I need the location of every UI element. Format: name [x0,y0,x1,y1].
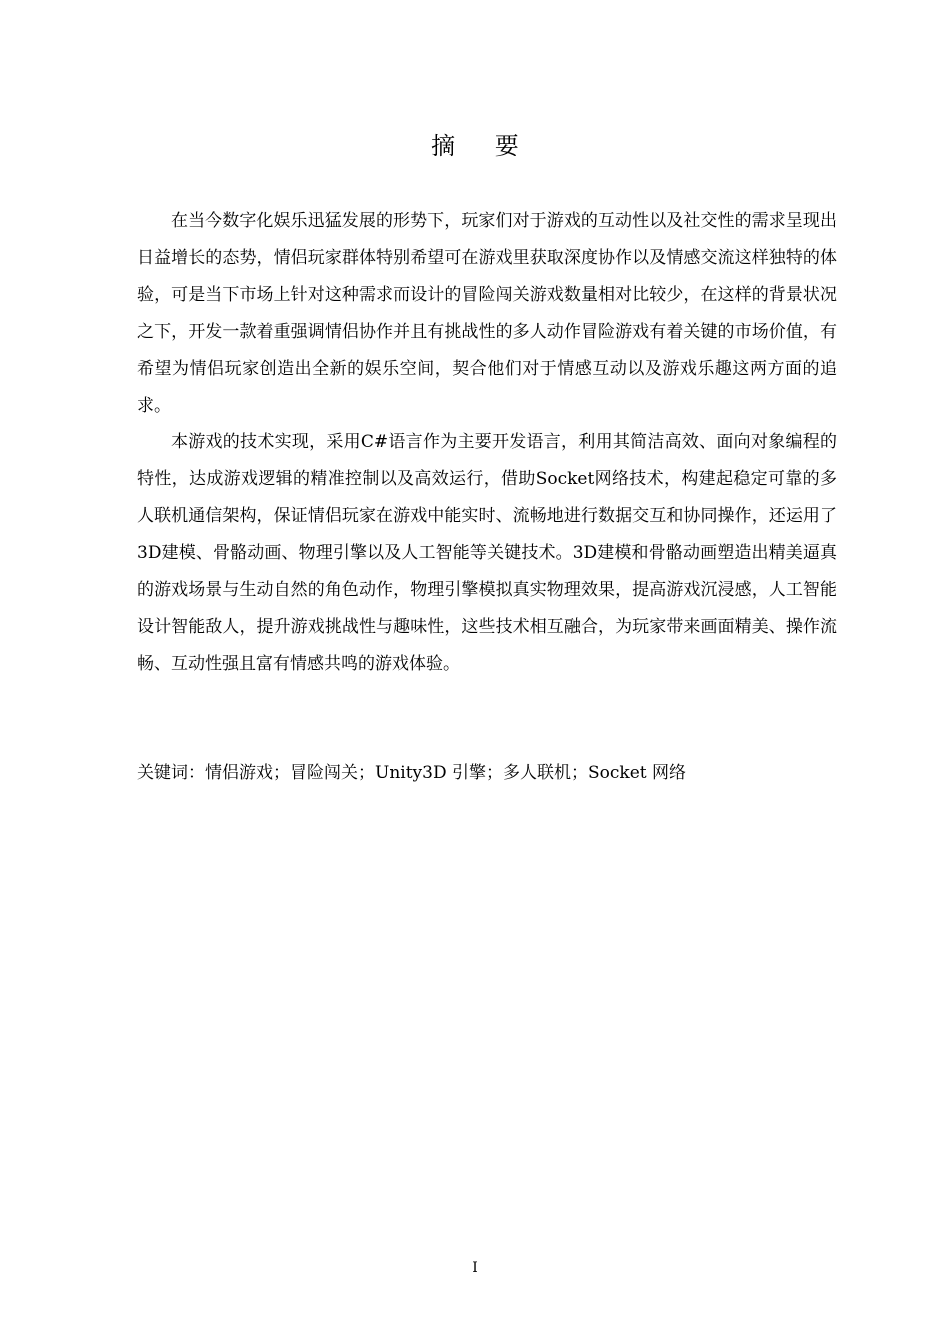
abstract-paragraph-2: 本游戏的技术实现，采用C#语言作为主要开发语言，利用其简洁高效、面向对象编程的特性，达成游戏逻辑的精准控制以及高效运行，借助Socket网络技术，构建起稳定可靠的多人联机通信架构，保证情侣玩家在游戏中能实时、流畅地进行数据交互和协同操作，还运用了3D建模、骨骼动画、物理引擎以及人工智能等关键技术。3D建模和骨骼动画塑造出精美逼真的游戏场景与生动自然的角色动作，物理引擎模拟真实物理效果，提高游戏沉浸感，人工智能设计智能敌人，提升游戏挑战性与趣味性，这些技术相互融合，为玩家带来画面精美、操作流畅、互动性强且富有情感共鸣的游戏体验。 [137,432,837,674]
keywords-line [137,755,837,791]
abstract-title: 摘 要 [431,132,535,160]
keywords-label: 关键词： [137,763,205,783]
page-number: I [472,1260,478,1276]
keywords-text: 情侣游戏；冒险闯关；Unity3D 引擎；多人联机；Socket 网络 [205,763,686,783]
abstract-body [137,203,837,683]
abstract-paragraph-1: 在当今数字化娱乐迅猛发展的形势下，玩家们对于游戏的互动性以及社交性的需求呈现出日益增长的态势，情侣玩家群体特别希望可在游戏里获取深度协作以及情感交流这样独特的体验，可是当下市场上针对这种需求而设计的冒险闯关游戏数量相对比较少，在这样的背景状况之下，开发一款着重强调情侣协作并且有挑战性的多人动作冒险游戏有着关键的市场价值，有希望为情侣玩家创造出全新的娱乐空间，契合他们对于情感互动以及游戏乐趣这两方面的追求。 [137,211,837,416]
